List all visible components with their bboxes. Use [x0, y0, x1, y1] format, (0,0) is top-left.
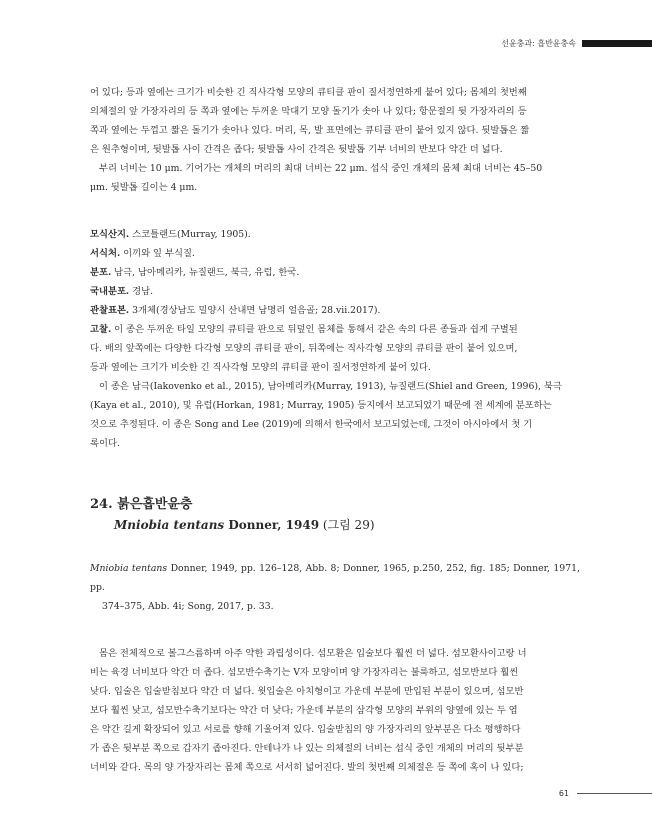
habitat: 서식처. 이끼와 잎 부식질.	[90, 248, 195, 259]
page-content	[90, 83, 580, 777]
species-heading: Mniobia tentans Donner, 1949 (그림 29)	[114, 518, 375, 532]
description-paragraph: 몸은 전체적으로 볼그스름하며 아주 약한 과립성이다. 섬모환은 입술보다 훨씬 더 넓다. 섬모환사이고랑 너 비는 육경 너비보다 약간 더 좁다. 섬모반수축기는 V자 모양이며 양 가장자리는 불룩하고, 섬모반보다 훨씬 낮다. 입술은 입술받침보다 약간 더 넓다. 윗입술은 아치형이고 가운데 부분에 만입된 부분이 있으며, 섬모반 보다 훨씬 낮고, 섬모반수축기보다는 약간 더 낮다; 가운데 부분의 삼각형 모양의 부위의 양옆에 있는 두 엽 은 약간 길게 확장되어 있고 서로를 향해 기울어져 있다. 입술받침의 양 가장자리의 앞부분은 다소 평행하다 가 좁은 뒷부분 쪽으로 갑자기 좁아진다. 안테나가 나 있는 의체절의 너비는 섭식 중인 개체의 머리의 뒷부분 너비와 같다. 목의 양 가장자리는 몸체 쪽으로 서서히 넓어진다. 발의 첫번째 의체절은 등 쪽에 혹이 나 있다;	[90, 648, 527, 773]
page-number: 61	[558, 789, 569, 798]
section-title: 24. 붉은흡반윤충	[90, 497, 193, 512]
remarks: 고찰. 이 종은 두꺼운 타일 모양의 큐티클 판으로 뒤덮인 몸체를 통해서 같은 속의 다른 종들과 쉽게 구별된 다. 배의 앞쪽에는 다양한 다각형 모양의 큐티클 판이, 뒤쪽에는 직사각형 모양의 큐티클 판이 붙어 있으며, 등과 옆에는 크기가 비슷한 긴 직사각형 모양의 큐티클 판이 질서정연하게 붙어 있다.	[90, 324, 518, 373]
page-footer	[559, 789, 652, 798]
type-locality: 모식산지. 스코틀랜드(Murray, 1905).	[90, 229, 251, 240]
remarks-distribution: 이 종은 남극(Iakovenko et al., 2015), 남아메리카(Murray, 1913), 뉴질랜드(Shiel and Green, 1996), 북극 (Kaya et al., 2010), 및 유럽(Horkan, 1981; Murray, 1905) 등지에서 보고되었기 때문에 전 세계에 분포하는 것으로 추정된다. 이 종은 Song and Lee (2019)에 의해서 한국에서 보고되었는데, 그것이 아시아에서 첫 기 록이다.	[90, 381, 562, 449]
running-title: 선윤충과: 흡반윤충속	[501, 38, 576, 48]
synonymy: Mniobia tentans Donner, 1949, pp. 126–128, Abb. 8; Donner, 1965, p.250, 252, fig. 185; Donner, 1971, pp. 374–375, Abb. 4i; Song, 2017, p. 33.	[90, 563, 581, 612]
footer-rule	[577, 793, 652, 794]
measurement-paragraph: 부리 너비는 10 μm. 기어가는 개체의 머리의 최대 너비는 22 μm. 섭식 중인 개체의 몸체 최대 너비는 45–50 μm. 뒷발톱 길이는 4 μm.	[90, 163, 543, 193]
specimens: 관찰표본. 3개체(경상남도 밀양시 산내면 남명리 얼음골; 28.vii.2017).	[90, 305, 381, 316]
species-name: Mniobia tentans	[114, 518, 225, 532]
header-bar	[582, 40, 652, 47]
body-paragraph: 어 있다; 등과 옆에는 크기가 비슷한 긴 직사각형 모양의 큐티클 판이 질서정연하게 붙어 있다; 몸체의 첫번째 의체절의 앞 가장자리의 등 쪽과 옆에는 두꺼운 막대기 모양 돌기가 솟아 나 있다; 항문절의 뒷 가장자리의 등 쪽과 옆에는 두껍고 짧은 돌기가 솟아나 있다. 머리, 목, 발 표면에는 큐티클 판이 붙어 있지 않다. 뒷발톱은 짧 은 원추형이며, 뒷발톱 사이 간격은 좁다; 뒷발톱 사이 간격은 뒷발톱 기부 너비의 반보다 약간 더 넓다.	[90, 87, 530, 155]
korea-distribution: 국내분포. 경남.	[90, 286, 154, 297]
distribution: 분포. 남극, 남아메리카, 뉴질랜드, 북극, 유럽, 한국.	[90, 267, 300, 278]
running-header	[501, 36, 652, 50]
